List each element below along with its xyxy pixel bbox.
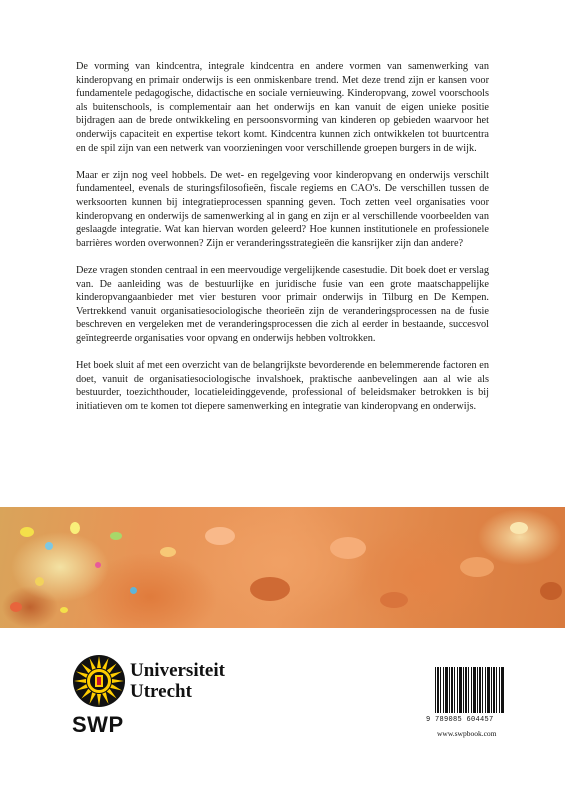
back-cover-blurb: [76, 60, 489, 427]
isbn-number: 9 789085 604457: [426, 716, 494, 724]
blurb-paragraph: Maar er zijn nog veel hobbels. De wet- en regelgeving voor kinderopvang en onderwijs verschilt fundamenteel, evenals de sturingsfilosofieën, fiscale regiems en CAO's. De verschillen tussen de werksoorten kunnen bij integratieprocessen spanning geven. Toch zetten veel organisaties voor kinderopvang en onderwijs de samenwerking al in gang en zijn er al verschillende voorbeelden van geslaagde integratie. Wat kan hiervan worden geleerd? Hoe kunnen institutionele en professionele barrières worden overwonnen? Zijn er veranderingsstrategieën die kansrijker zijn dan andere?: [76, 169, 489, 249]
university-sun-seal-icon: [72, 654, 126, 708]
university-name-line1: Universiteit: [130, 660, 225, 681]
publisher-website: www.swpbook.com: [437, 729, 497, 738]
isbn-barcode: [435, 667, 505, 713]
swp-publisher-logo: SWP: [72, 712, 124, 737]
universiteit-utrecht-logo: [72, 654, 262, 708]
cover-photo-pigment: [0, 507, 565, 628]
blurb-paragraph: De vorming van kindcentra, integrale kindcentra en andere vormen van samenwerking van kinderopvang en primair onderwijs is een onmiskenbare trend. Met deze trend zijn er kansen voor fundamentele pedagogische, didactische en sociale vernieuwing. Kinderopvang, zowel voorschools als buitenschools, is complementair aan het onderwijs en kan vanuit de eigen unieke positie bijdragen aan de brede ontwikkeling en persoonsvorming van kinderen op gebieden waarvoor het onderwijs capaciteit en expertise tekort komt. Kindcentra kunnen zich ontwikkelen tot buurtcentra en de spil zijn van een netwerk van voorzieningen voor verschillende groepen burgers in de wijk.: [76, 61, 489, 154]
blurb-paragraph: Het boek sluit af met een overzicht van de belangrijkste bevorderende en belemmerende factoren en doet, vanuit de organisatiesociologische invalshoek, praktische aanbevelingen aan al wie als bestuurder, toezichthouder, locatieleidinggevende, professional of beleidsmaker betrokken is bij initiatieven om te komen tot diepere samenwerking en integratie van kinderopvang en onderwijs.: [76, 360, 489, 412]
blurb-paragraph: Deze vragen stonden centraal in een meervoudige vergelijkende casestudie. Dit boek doet er verslag van. De aanleiding was de bestuurlijke en juridische fusie van een grote maatschappelijke kinderopvangaanbieder met vier besturen voor primair onderwijs in Tilburg en De Kempen. Vertrekkend vanuit organisatiesociologische theorieën zijn de veranderingsprocessen na de fusie beschreven en vergeleken met de veranderingsprocessen die zich al eerder in bestaande, succesvol geïntegreerde organisaties voor opvang en onderwijs hebben voltrokken.: [76, 264, 489, 344]
university-name-line2: Utrecht: [130, 681, 192, 702]
university-name: [130, 660, 225, 702]
